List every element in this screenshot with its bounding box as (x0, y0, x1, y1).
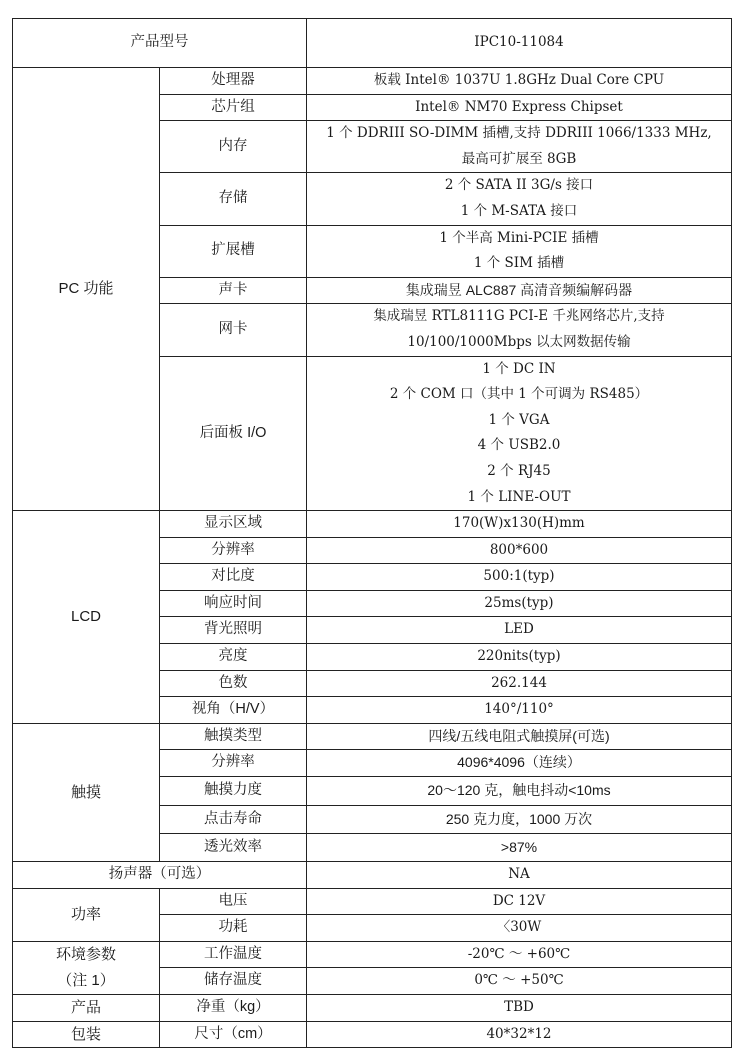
row-value: 四线/五线电阻式触摸屏(可选) (307, 723, 732, 750)
row-value: Intel® NM70 Express Chipset (307, 94, 732, 121)
row-label: 显示区域 (160, 511, 307, 538)
value-line: 集成瑞昱 RTL8111G PCI-E 千兆网络芯片,支持 (373, 308, 665, 325)
row-value: 0℃ ～ +50℃ (307, 968, 732, 995)
row-label: 分辨率 (160, 537, 307, 564)
package-category: 包装 (13, 1021, 160, 1048)
table-row (13, 68, 732, 95)
model-value: IPC10-11084 (307, 19, 732, 68)
row-label: 透光效率 (160, 834, 307, 862)
lcd-category: LCD (13, 511, 160, 724)
row-label: 分辨率 (160, 750, 307, 777)
row-label: 网卡 (160, 304, 307, 356)
row-label: 色数 (160, 670, 307, 697)
row-label: 对比度 (160, 564, 307, 591)
row-value: 25ms(typ) (307, 590, 732, 617)
row-label: 储存温度 (160, 968, 307, 995)
row-value (307, 173, 732, 225)
value-line: 4 个 USB2.0 (477, 437, 561, 454)
value-line: 1 个 VGA (488, 411, 550, 428)
row-label: 背光照明 (160, 617, 307, 644)
row-label: 电压 (160, 888, 307, 915)
row-label: 后面板 I/O (160, 356, 307, 511)
row-label: 响应时间 (160, 590, 307, 617)
value-line: 1 个 M-SATA 接口 (460, 202, 578, 219)
row-label: 存储 (160, 173, 307, 225)
row-value: 集成瑞昱 ALC887 高清音频编解码器 (307, 277, 732, 304)
row-value: 4096*4096（连续） (307, 750, 732, 777)
row-label: 功耗 (160, 915, 307, 942)
row-value (307, 356, 732, 511)
row-value: TBD (307, 995, 732, 1022)
row-label: 点击寿命 (160, 806, 307, 834)
row-value: 20～120 克，触电抖动<10ms (307, 777, 732, 806)
row-label: 扩展槽 (160, 225, 307, 277)
value-line: 1 个 DDRIII SO-DIMM 插槽,支持 DDRIII 1066/1333 MHz, (326, 125, 712, 142)
value-line: 最高可扩展至 8GB (461, 150, 577, 167)
row-value: 250 克力度，1000 万次 (307, 806, 732, 834)
row-value: 40*32*12 (307, 1021, 732, 1048)
row-label: 触摸力度 (160, 777, 307, 806)
value-line: 1 个 LINE-OUT (467, 488, 571, 505)
value-line: 2 个 SATA II 3G/s 接口 (444, 177, 594, 194)
row-value (307, 304, 732, 356)
value-line: 1 个 SIM 插槽 (473, 255, 565, 272)
speaker-label: 扬声器（可选） (13, 862, 307, 889)
table-row (13, 995, 732, 1022)
row-label: 净重（kg） (160, 995, 307, 1022)
env-category-line: 环境参数 (55, 946, 116, 964)
table-row (13, 723, 732, 750)
value-line: 2 个 RJ45 (487, 462, 551, 479)
row-label: 亮度 (160, 644, 307, 671)
spec-table (12, 18, 732, 1048)
row-value: 〈30W (307, 915, 732, 942)
value-line: 1 个 DC IN (482, 360, 556, 377)
row-value (307, 121, 732, 173)
row-value: 500:1(typ) (307, 564, 732, 591)
pc-category: PC 功能 (13, 68, 160, 511)
row-label: 触摸类型 (160, 723, 307, 750)
row-value: 800*600 (307, 537, 732, 564)
table-row (13, 511, 732, 538)
row-value: DC 12V (307, 888, 732, 915)
model-row (13, 19, 732, 68)
touch-category: 触摸 (13, 723, 160, 861)
value-line: 10/100/1000Mbps 以太网数据传输 (407, 333, 631, 350)
table-row (13, 941, 732, 968)
value-line: 1 个半高 Mini-PCIE 插槽 (439, 229, 599, 246)
row-value: >87% (307, 834, 732, 862)
table-row (13, 862, 732, 889)
row-value: 140°/110° (307, 697, 732, 724)
row-value: 板载 Intel® 1037U 1.8GHz Dual Core CPU (307, 68, 732, 95)
row-value: 170(W)x130(H)mm (307, 511, 732, 538)
env-category (13, 941, 160, 994)
row-label: 芯片组 (160, 94, 307, 121)
row-label: 尺寸（cm） (160, 1021, 307, 1048)
row-label: 声卡 (160, 277, 307, 304)
row-value: 262.144 (307, 670, 732, 697)
model-label: 产品型号 (13, 19, 307, 68)
row-value: 220nits(typ) (307, 644, 732, 671)
row-label: 工作温度 (160, 941, 307, 968)
row-label: 处理器 (160, 68, 307, 95)
env-category-note: （注 1） (57, 971, 115, 989)
row-label: 内存 (160, 121, 307, 173)
value-line: 2 个 COM 口（其中 1 个可调为 RS485） (389, 386, 649, 403)
table-row (13, 888, 732, 915)
speaker-value: NA (307, 862, 732, 889)
table-row (13, 1021, 732, 1048)
product-category: 产品 (13, 995, 160, 1022)
row-label: 视角（H/V） (160, 697, 307, 724)
power-category: 功率 (13, 888, 160, 941)
row-value: LED (307, 617, 732, 644)
row-value (307, 225, 732, 277)
row-value: -20℃ ～ +60℃ (307, 941, 732, 968)
